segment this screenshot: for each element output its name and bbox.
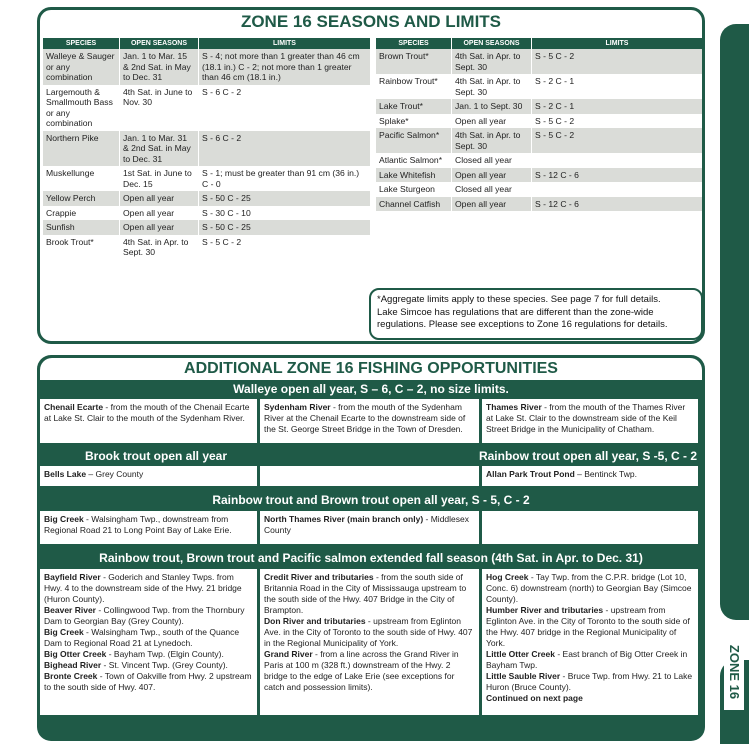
- cell-limits: S - 1; must be greater than 91 cm (36 in.) C - 0: [199, 166, 371, 191]
- river-text: - Walsingham Twp., south of the Quance Dam to Regional Road 21 at Lynedoch.: [44, 627, 240, 648]
- river-text: - upstream from Eglinton Ave. in the City of Toronto to the south side of the Hwy. 407 bridge in the Regional Municipality of York.: [486, 605, 690, 648]
- river-entry: [44, 649, 253, 660]
- cell-species: Yellow Perch: [43, 191, 120, 206]
- cell-name: Big Creek: [44, 514, 84, 524]
- river-name: Bighead River: [44, 660, 102, 670]
- cell-species: Muskellunge: [43, 166, 120, 191]
- cell-text: - from the mouth of the Chenail Ecarte at Lake St. Clair to the mouth of the Sydenham River.: [44, 402, 250, 423]
- fall-column-3: [482, 569, 698, 715]
- zone-tab-label: ZONE 16: [724, 634, 744, 710]
- river-name: Humber River and tributaries: [486, 605, 604, 615]
- additional-frame: [37, 355, 705, 741]
- cell-season: Jan. 1 to Mar. 31 & 2nd Sat. in May to Dec. 31: [120, 131, 199, 167]
- cell-species: Pacific Salmon*: [376, 128, 452, 153]
- cell-text: - Middlesex County: [264, 514, 469, 535]
- cell-season: Open all year: [120, 206, 199, 221]
- cell-species: Crappie: [43, 206, 120, 221]
- species-row: [376, 168, 703, 183]
- cell-season: Closed all year: [452, 153, 532, 168]
- river-name: Little Sauble River: [486, 671, 561, 681]
- chenail-ecarte-cell: [40, 399, 257, 443]
- river-text: - Tay Twp. from the C.P.R. bridge (Lot 10, Conc. 6) downstream (north) to Georgian Bay (Simcoe County).: [486, 572, 692, 604]
- fall-column-2: [260, 569, 479, 715]
- header-species: SPECIES: [376, 38, 452, 49]
- cell-species: Northern Pike: [43, 131, 120, 167]
- cell-text: – Bentinck Twp.: [574, 469, 638, 479]
- sydenham-river-cell: [260, 399, 479, 443]
- river-text: - Bruce Twp. from Hwy. 21 to Lake Huron (Bruce County).: [486, 671, 693, 692]
- species-row: [376, 114, 703, 129]
- river-name: Bayfield River: [44, 572, 101, 582]
- cell-limits: S - 2 C - 1: [532, 74, 703, 99]
- species-row: [43, 220, 371, 235]
- species-row: [43, 166, 371, 191]
- river-text: - Bayham Twp. (Elgin County).: [106, 649, 224, 659]
- aggregate-note: [369, 288, 703, 340]
- cell-season: Closed all year: [452, 182, 532, 197]
- fall-season-heading: Rainbow trout, Brown trout and Pacific salmon extended fall season (4th Sat. in Apr. to Dec. 31): [37, 547, 705, 569]
- river-text: - Town of Oakville from Hwy. 2 upstream to the south side of Hwy. 407.: [44, 671, 252, 692]
- cell-limits: S - 5 C - 2: [532, 49, 703, 74]
- river-entry: [486, 671, 694, 693]
- empty-cell: [260, 466, 479, 486]
- cell-season: Jan. 1 to Sept. 30: [452, 99, 532, 114]
- cell-name: Thames River: [486, 402, 542, 412]
- header-open-seasons: OPEN SEASONS: [120, 38, 199, 49]
- river-text: - Goderich and Stanley Twps. from Hwy. 4 to the downstream side of the Hwy. 21 bridge (Huron County).: [44, 572, 242, 604]
- species-row: [376, 74, 703, 99]
- continued-note: Continued on next page: [486, 693, 583, 703]
- cell-species: Channel Catfish: [376, 197, 452, 212]
- river-entry: [264, 616, 475, 649]
- cell-text: - from the mouth of the Sydenham River at the Chenail Ecarte to the downstream side of the St. George Street Bridge in the Town of Dresden.: [264, 402, 466, 434]
- seasons-title: ZONE 16 SEASONS AND LIMITS: [240, 12, 502, 31]
- cell-limits: [532, 182, 703, 197]
- river-entry: [44, 605, 253, 627]
- cell-season: 4th Sat. in Apr. to Sept. 30: [120, 235, 199, 260]
- big-creek-cell: [40, 511, 257, 544]
- cell-name: Bells Lake: [44, 469, 87, 479]
- cell-limits: S - 6 C - 2: [199, 85, 371, 131]
- walleye-cells: [37, 399, 705, 446]
- river-entry: [264, 572, 475, 616]
- cell-limits: S - 50 C - 25: [199, 220, 371, 235]
- species-row: [43, 206, 371, 221]
- cell-season: 1st Sat. in June to Dec. 15: [120, 166, 199, 191]
- cell-season: 4th Sat. in Apr. to Sept. 30: [452, 49, 532, 74]
- cell-name: Sydenham River: [264, 402, 331, 412]
- cell-season: Open all year: [452, 197, 532, 212]
- species-row: [376, 197, 703, 212]
- river-text: - from the south side of Britannia Road in the City of Mississauga upstream to the south side of the Hwy. 407 Bridge in the City of Brampton.: [264, 572, 467, 615]
- cell-limits: S - 12 C - 6: [532, 197, 703, 212]
- cell-season: Open all year: [120, 191, 199, 206]
- river-entry: [44, 660, 253, 671]
- cell-season: 4th Sat. in June to Nov. 30: [120, 85, 199, 131]
- species-row: [376, 49, 703, 74]
- right-table: [375, 38, 702, 211]
- note-line1: *Aggregate limits apply to these species. See page 7 for full details.: [377, 294, 661, 305]
- cell-species: Brook Trout*: [43, 235, 120, 260]
- cell-season: Jan. 1 to Mar. 15 & 2nd Sat. in May to Dec. 31: [120, 49, 199, 85]
- bells-lake-cell: [40, 466, 257, 486]
- river-text: - East branch of Big Otter Creek in Bayham Twp.: [486, 649, 688, 670]
- river-text: - Collingwood Twp. from the Thornbury Dam to Georgian Bay (Grey County).: [44, 605, 245, 626]
- zone-tab: [718, 0, 749, 744]
- brook-rainbow-row: [37, 446, 705, 466]
- river-entry: [486, 649, 694, 671]
- cell-species: Lake Whitefish: [376, 168, 452, 183]
- cell-text: - from the mouth of the Thames River at Lake St. Clair to the downstream side of the Keil Street Bridge in the Municipality of Chatham.: [486, 402, 686, 434]
- cell-species: Brown Trout*: [376, 49, 452, 74]
- river-text: - St. Vincent Twp. (Grey County).: [101, 660, 228, 670]
- cell-text: – Grey County: [86, 469, 144, 479]
- river-name: Hog Creek: [486, 572, 529, 582]
- walleye-heading: Walleye open all year, S – 6, C – 2, no size limits.: [37, 380, 705, 399]
- river-name: Little Otter Creek: [486, 649, 555, 659]
- species-row: [43, 191, 371, 206]
- river-name: Big Creek: [44, 627, 84, 637]
- empty-cell: [482, 511, 698, 544]
- cell-limits: S - 5 C - 2: [532, 128, 703, 153]
- additional-title: ADDITIONAL ZONE 16 FISHING OPPORTUNITIES: [184, 360, 558, 377]
- thames-river-cell: [482, 399, 698, 443]
- cell-season: 4th Sat. in Apr. to Sept. 30: [452, 128, 532, 153]
- header-species: SPECIES: [43, 38, 120, 49]
- north-thames-cell: [260, 511, 479, 544]
- fall-column-1: [40, 569, 257, 715]
- cell-limits: S - 12 C - 6: [532, 168, 703, 183]
- cell-limits: S - 5 C - 2: [532, 114, 703, 129]
- river-entry: [486, 572, 694, 605]
- species-row: [43, 235, 371, 260]
- species-row: [376, 128, 703, 153]
- cell-season: Open all year: [452, 114, 532, 129]
- rainbow-heading: Rainbow trout open all year, S -5, C - 2: [478, 449, 697, 463]
- cell-species: Splake*: [376, 114, 452, 129]
- cell-species: Rainbow Trout*: [376, 74, 452, 99]
- river-entry: [264, 649, 475, 693]
- cell-species: Lake Sturgeon: [376, 182, 452, 197]
- cell-species: Sunfish: [43, 220, 120, 235]
- cell-limits: S - 50 C - 25: [199, 191, 371, 206]
- cell-text: - Walsingham Twp., downstream from Regional Road 21 to Long Point Bay of Lake Erie.: [44, 514, 232, 535]
- river-name: Bronte Creek: [44, 671, 98, 681]
- cell-name: Allan Park Trout Pond: [486, 469, 575, 479]
- cell-species: Largemouth & Smallmouth Bass or any combination: [43, 85, 120, 131]
- river-entry: [44, 627, 253, 649]
- species-row: [376, 153, 703, 168]
- brook-heading: Brook trout open all year: [85, 449, 228, 463]
- species-row: [43, 85, 371, 131]
- seasons-frame: [37, 7, 705, 344]
- river-name: Big Otter Creek: [44, 649, 107, 659]
- river-name: Credit River and tributaries: [264, 572, 374, 582]
- cell-limits: S - 5 C - 2: [199, 235, 371, 260]
- cell-season: Open all year: [452, 168, 532, 183]
- rainbow-brown-cells: [37, 511, 705, 547]
- cell-limits: S - 2 C - 1: [532, 99, 703, 114]
- river-name: Beaver River: [44, 605, 96, 615]
- cell-species: Walleye & Sauger or any combination: [43, 49, 120, 85]
- river-entry: [44, 671, 253, 693]
- cell-limits: S - 6 C - 2: [199, 131, 371, 167]
- brook-rainbow-cells: [37, 466, 705, 489]
- river-text: - from a line across the Grand River in Paris at 100 m (328 ft.) downstream of the Hwy. 2 bridge to the edge of Lake Erie (see exceptions for catch and possession limits).: [264, 649, 459, 692]
- note-line2: Lake Simcoe has regulations that are different than the zone-wide regulations. Please see exceptions to Zone 16 regulations for details.: [377, 306, 668, 330]
- river-name: Don River and tributaries: [264, 616, 366, 626]
- species-row: [376, 99, 703, 114]
- cell-limits: S - 4; not more than 1 greater than 46 cm (18.1 in.) C - 2; not more than 1 greater than 46 cm (18.1 in.): [199, 49, 371, 85]
- river-text: - upstream from Eglinton Ave. in the City of Toronto to the south side of Hwy. 407 in the Regional Municipality of York.: [264, 616, 473, 648]
- cell-season: 4th Sat. in Apr. to Sept. 30: [452, 74, 532, 99]
- header-open-seasons: OPEN SEASONS: [452, 38, 532, 49]
- additional-title-box: [40, 358, 702, 380]
- cell-season: Open all year: [120, 220, 199, 235]
- cell-name: Chenail Ecarte: [44, 402, 104, 412]
- header-limits: LIMITS: [532, 38, 703, 49]
- left-table: [42, 38, 370, 260]
- cell-species: Lake Trout*: [376, 99, 452, 114]
- species-row: [43, 131, 371, 167]
- fall-season-cells: [37, 569, 705, 718]
- cell-species: Atlantic Salmon*: [376, 153, 452, 168]
- species-row: [43, 49, 371, 85]
- header-limits: LIMITS: [199, 38, 371, 49]
- rainbow-brown-heading: Rainbow trout and Brown trout open all year, S - 5, C - 2: [37, 489, 705, 511]
- cell-limits: [532, 153, 703, 168]
- allan-park-cell: [482, 466, 698, 486]
- river-name: Grand River: [264, 649, 313, 659]
- cell-name: North Thames River (main branch only): [264, 514, 424, 524]
- cell-limits: S - 30 C - 10: [199, 206, 371, 221]
- river-entry: [486, 605, 694, 649]
- river-entry: [44, 572, 253, 605]
- species-row: [376, 182, 703, 197]
